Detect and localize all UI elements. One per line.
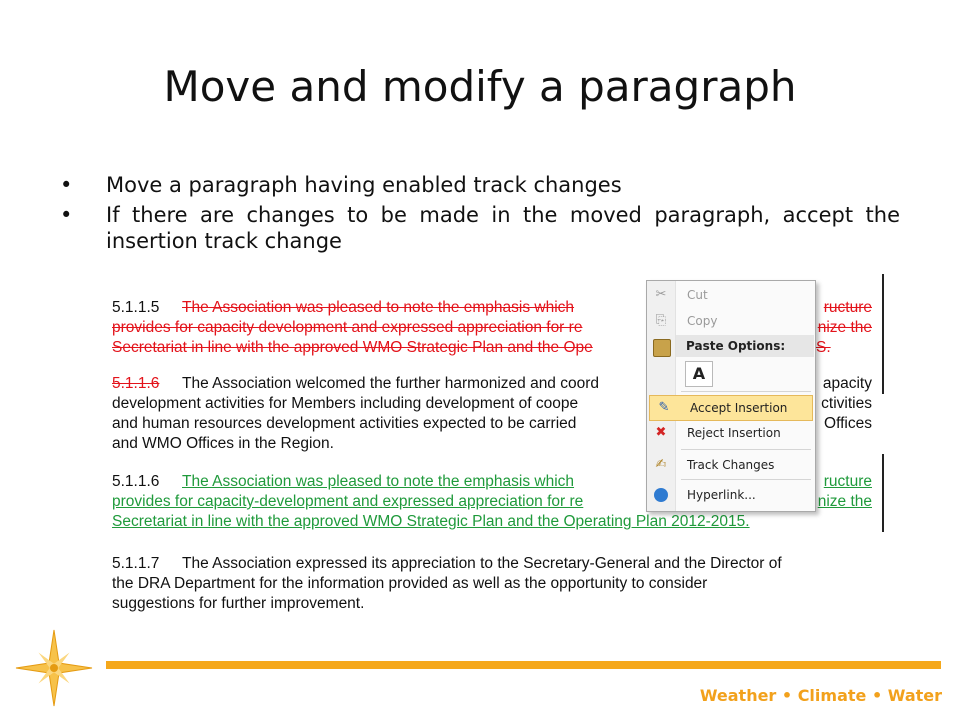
- bullet-list: [60, 172, 900, 258]
- reject-change-icon: ✖: [655, 425, 667, 440]
- bullet-text: Move a paragraph having enabled track changes: [106, 173, 622, 197]
- menu-separator: [681, 391, 811, 392]
- bullet-text: If there are changes to be made in the moved paragraph, accept the insertion track change: [106, 203, 900, 253]
- footer-tagline: Weather • Climate • Water: [699, 686, 942, 705]
- copy-icon: ⎘: [655, 313, 667, 328]
- clipboard-icon: [653, 339, 671, 357]
- paragraph-deleted: 5.1.1.5 The Association was pleased to note the emphasis which ructure provides for capacity development and expressed appreciation for re nize the Secretariat in line with the approved WMO Strategic Plan and the Ope S.: [112, 299, 872, 356]
- slide-title: Move and modify a paragraph: [163, 62, 797, 111]
- track-changes-icon: ✍: [655, 457, 667, 472]
- menu-separator: [681, 479, 811, 480]
- paragraph-inserted: 5.1.1.6 The Association was pleased to note the emphasis which ructure provides for capacity-development and expressed appreciation for re nize the Secretariat in line with the approved WMO Strategic Plan and the Operating Plan 2012-2015.: [112, 473, 872, 530]
- scissors-icon: ✂: [655, 287, 667, 302]
- paragraph-number: 5.1.1.7: [112, 555, 160, 572]
- compass-star-icon: [14, 628, 94, 708]
- paragraph-number: 5.1.1.5: [112, 299, 160, 316]
- menu-item-copy[interactable]: ⎘ Copy: [647, 309, 815, 333]
- footer-accent-bar: [106, 661, 941, 669]
- menu-item-track-changes[interactable]: ✍ Track Changes: [647, 453, 815, 477]
- menu-item-hyperlink[interactable]: Hyperlink...: [647, 483, 815, 507]
- paragraph-normal: 5.1.1.7 The Association expressed its appreciation to the Secretary-General and the Director of the DRA Department for the information provided as well as the opportunity to consider suggestions for further improvement.: [112, 555, 782, 612]
- bullet-item: • If there are changes to be made in the moved paragraph, accept the insertion track change: [60, 203, 900, 253]
- change-bar: [882, 454, 884, 532]
- menu-item-cut[interactable]: ✂ Cut: [647, 283, 815, 307]
- context-menu: [646, 280, 816, 512]
- hyperlink-icon: [654, 488, 668, 502]
- bullet-item: • Move a paragraph having enabled track changes: [60, 173, 622, 197]
- paste-options-header: Paste Options:: [676, 335, 814, 357]
- menu-item-accept-insertion[interactable]: ✎ Accept Insertion: [649, 395, 813, 421]
- paragraph-normal: 5.1.1.6 The Association welcomed the further harmonized and coord apacity development activities for Members including development of coope ctivities and human resources development activities expected to be carried Offices and WMO Offices in the Region.: [112, 375, 872, 452]
- paragraph-number: 5.1.1.6: [112, 473, 160, 490]
- accept-change-icon: ✎: [658, 400, 670, 415]
- paste-keep-text-button[interactable]: A: [685, 361, 713, 387]
- change-bar: [882, 274, 884, 394]
- menu-item-reject-insertion[interactable]: ✖ Reject Insertion: [647, 421, 815, 445]
- paragraph-number: 5.1.1.6: [112, 375, 160, 392]
- menu-separator: [681, 449, 811, 450]
